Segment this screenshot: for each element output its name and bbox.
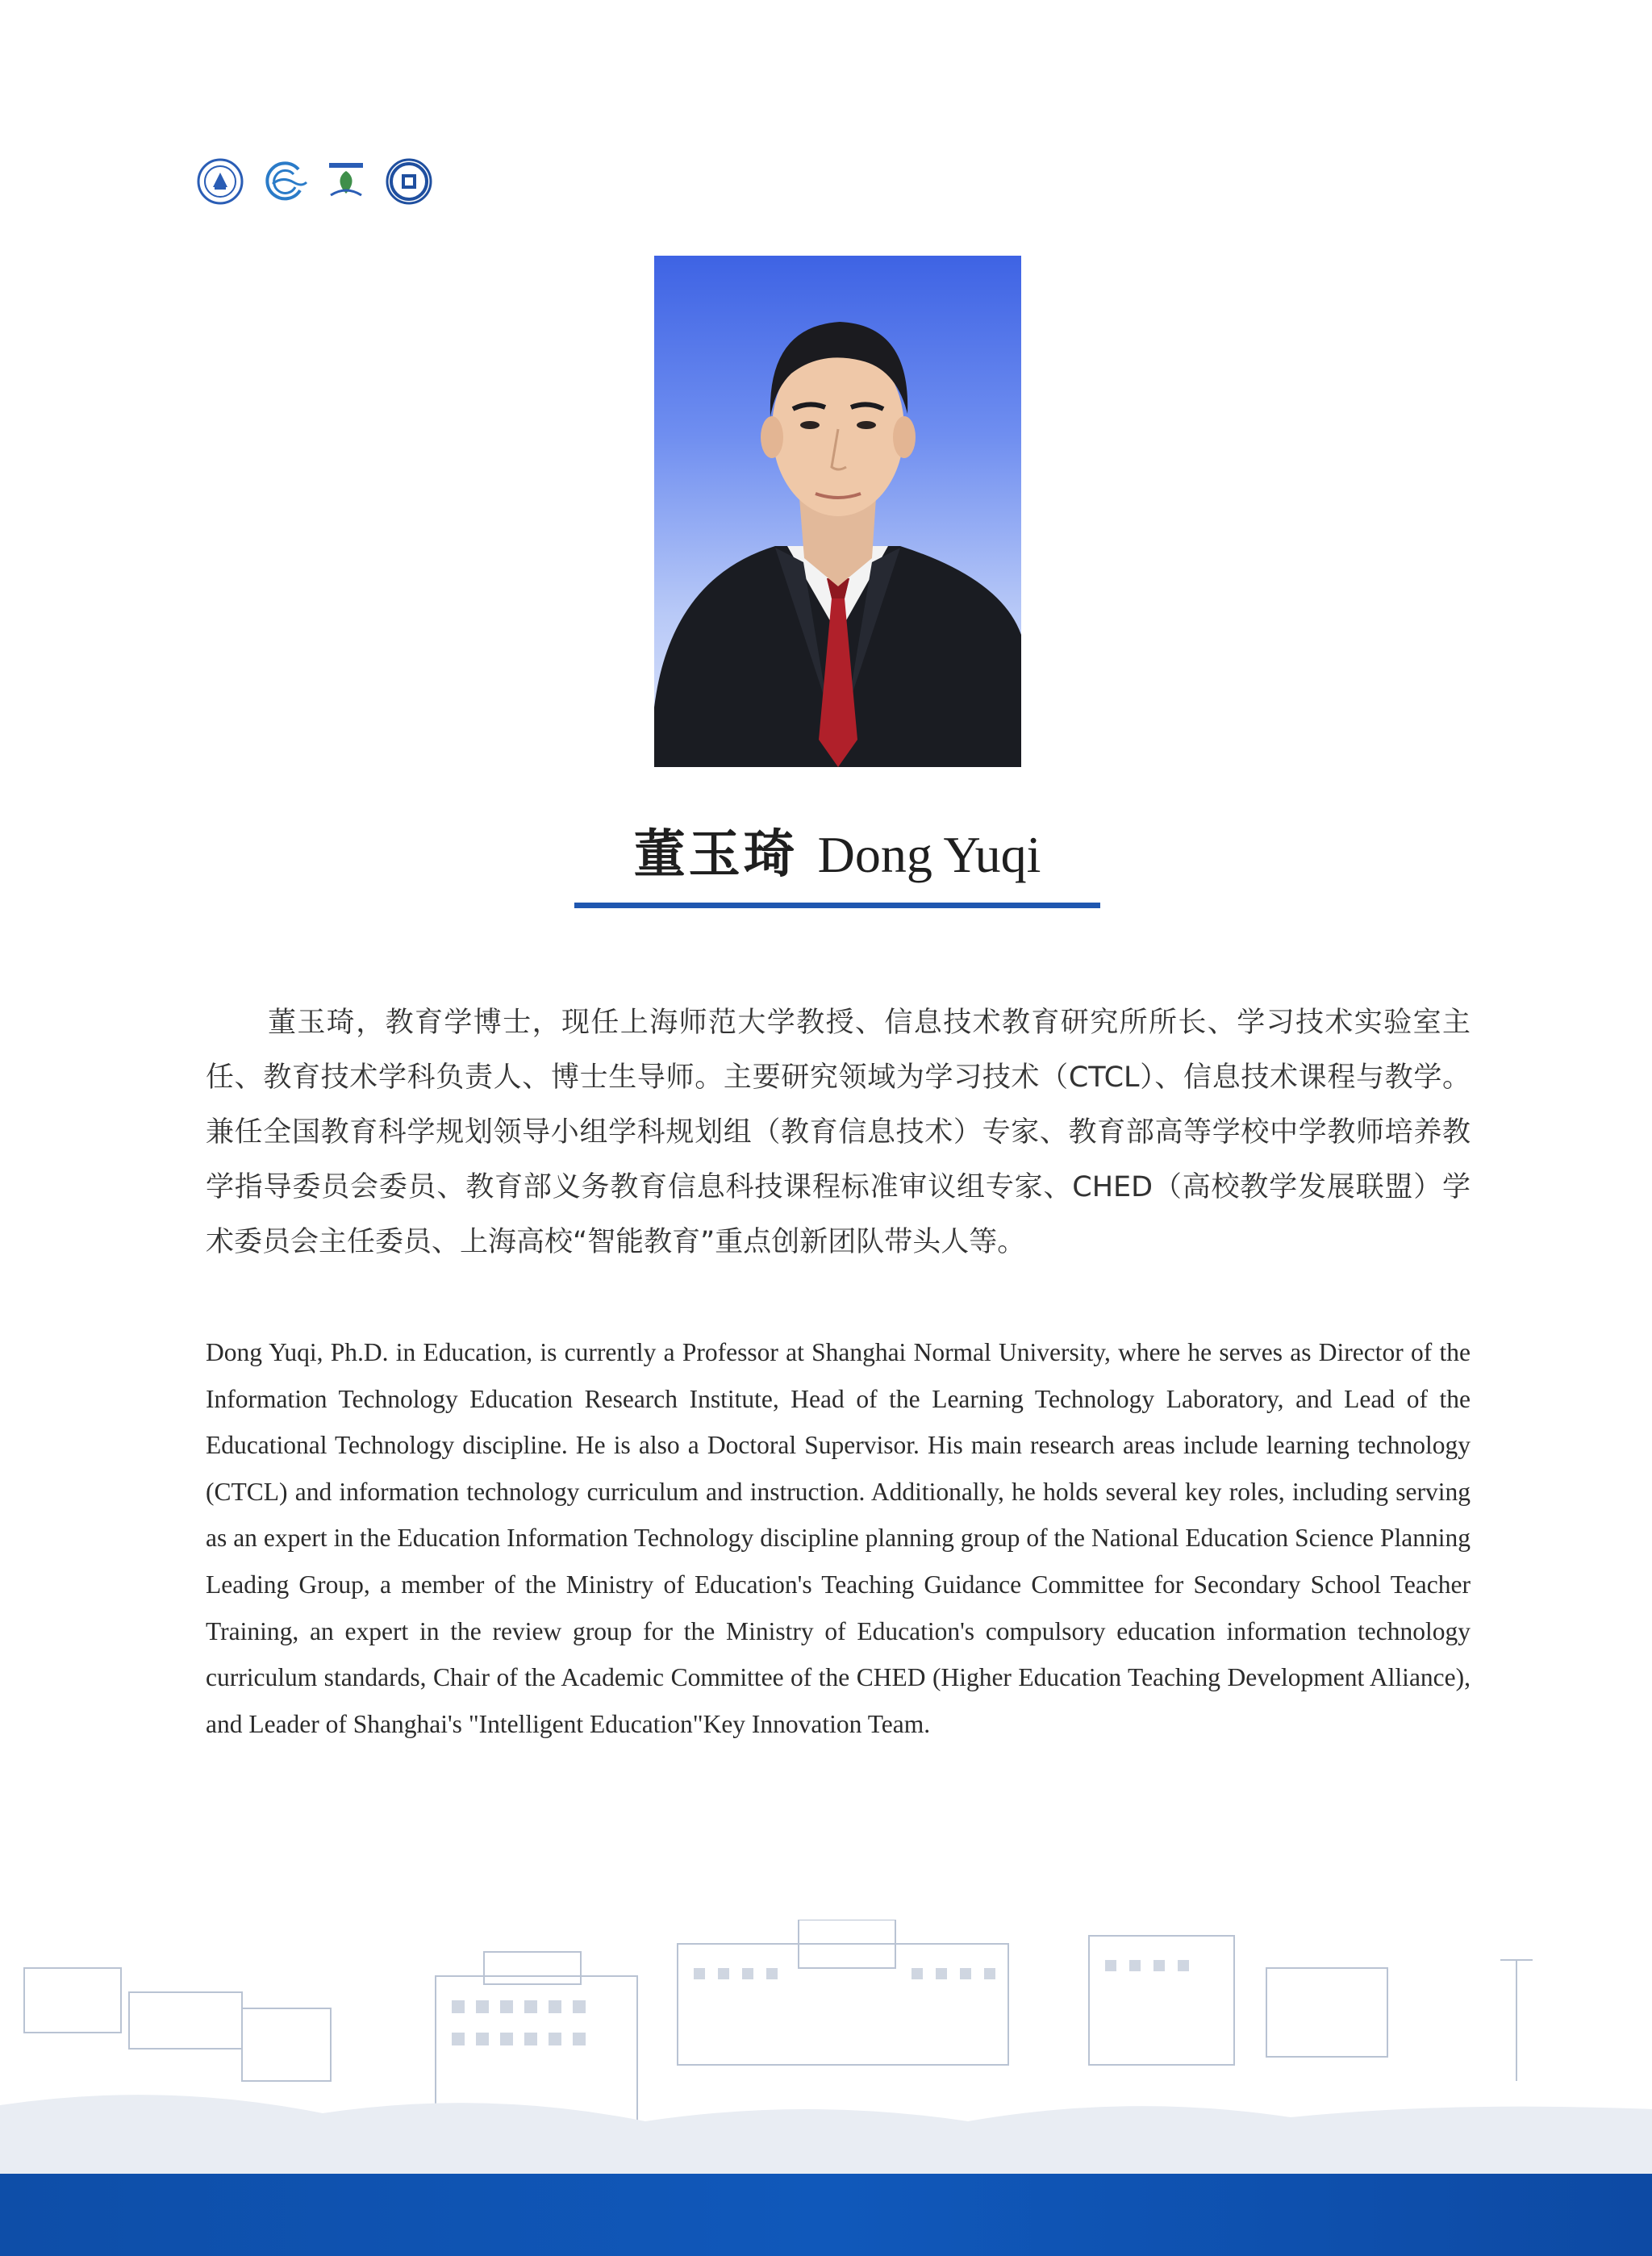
campus-skyline-illustration	[0, 1920, 1652, 2174]
logo-row	[195, 158, 434, 205]
portrait-photo	[654, 256, 1021, 767]
name-english: Dong Yuqi	[817, 826, 1041, 883]
school-crest-icon	[321, 158, 371, 205]
university-seal-2-icon	[384, 158, 434, 205]
wave-emblem-icon	[258, 158, 308, 205]
biography-english: Dong Yuqi, Ph.D. in Education, is currently a Professor at Shanghai Normal University, where he serves as Director of the Information Technology Education Research Institute, Head of the Learning Technology Laboratory, and Lead of the Educational Technology discipline. He is also a Doctoral Supervisor. His main research areas include learning technology (CTCL) and information technology curriculum and instruction. Additionally, he holds several key roles, including serving as an expert in the Education Information Technology discipline planning group of the National Education Science Planning Leading Group, a member of the Ministry of Education's Teaching Guidance Committee for Secondary School Teacher Training, an expert in the review group for the Ministry of Education's compulsory education information technology curriculum standards, Chair of the Academic Committee of the CHED (Higher Education Teaching Development Alliance), and Leader of Shanghai's "Intelligent Education"Key Innovation Team.	[206, 1338, 1471, 1738]
name-chinese: 董玉琦	[633, 825, 799, 885]
name-underline	[574, 903, 1100, 908]
name-heading	[574, 823, 1100, 887]
footer-bar	[0, 2174, 1652, 2256]
university-seal-1-icon	[195, 158, 245, 205]
portrait-illustration	[654, 256, 1021, 767]
biography-chinese: 董玉琦，教育学博士，现任上海师范大学教授、信息技术教育研究所所长、学习技术实验室主任、教育技术学科负责人、博士生导师。主要研究领域为学习技术（CTCL）、信息技术课程与教学。兼任全国教育科学规划领导小组学科规划组（教育信息技术）专家、教育部高等学校中学教师培养教学指导委员会委员、教育部义务教育信息科技课程标准审议组专家、CHED（高校教学发展联盟）学术委员会主任委员、上海高校“智能教育”重点创新团队带头人等。	[206, 1007, 1471, 1258]
